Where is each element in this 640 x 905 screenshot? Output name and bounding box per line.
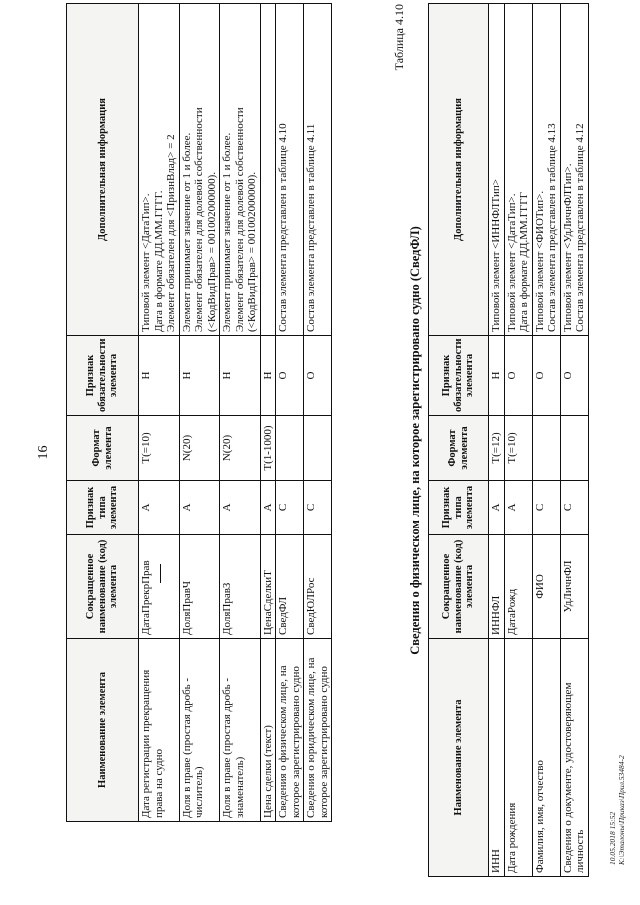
table-cell: Доля в праве (простая дробь - числитель): [179, 639, 220, 822]
table-row: [179, 4, 220, 822]
table-cell: О: [304, 336, 332, 416]
table-cell: [532, 416, 560, 481]
table-cell: Цена сделки (текст): [260, 639, 276, 822]
table-person-info: [428, 3, 589, 877]
table-cell: Типовой элемент <ФИОТип>. Состав элемента представлен в таблице 4.13: [532, 4, 560, 336]
table-cell: Доля в праве (простая дробь - знаменатель): [220, 639, 261, 822]
table-cell: T(1-1000): [260, 416, 276, 481]
header-cell: Формат элемента: [429, 416, 489, 481]
table-row: [560, 4, 588, 877]
table-cell: Н: [220, 336, 261, 416]
table-cell: N(20): [220, 416, 261, 481]
table-row: [260, 4, 276, 822]
table-cell: Фамилия, имя, отчество: [532, 639, 560, 877]
header-cell: Наименование элемента: [67, 639, 139, 822]
table-cell: Сведения о юридическом лице, на которое зарегистрировано судно: [304, 639, 332, 822]
margin-change-bar: [160, 564, 162, 583]
table-cell: Дата регистрации прекращения права на судно: [139, 639, 180, 822]
table-cell: ДатаРожд: [504, 535, 532, 639]
table-cell: ИННФЛ: [489, 535, 505, 639]
table-cell: T(=12): [489, 416, 505, 481]
table-cell: Типовой элемент <ИННФЛТип>: [489, 4, 505, 336]
table-label: Таблица 4.10: [392, 4, 406, 71]
header-cell: Дополнительная информация: [429, 4, 489, 336]
table-cell: [304, 416, 332, 481]
table-cell: А: [220, 481, 261, 535]
table-cell: Н: [139, 336, 180, 416]
table-cell: [560, 416, 588, 481]
table-cell: УдЛичнФЛ: [560, 535, 588, 639]
table-cell: Типовой элемент <ДатаТип>. Дата в формате ДД.ММ.ГГГГ: [504, 4, 532, 336]
table-cell: ДатаПрекрПрав: [139, 535, 180, 639]
table-cell: С: [276, 481, 304, 535]
footer-stamp: [608, 755, 626, 865]
table-cell: Элемент принимает значение от 1 и более. Элемент обязателен для долевой собственности (<КодВидПрав> = 001002000000).: [179, 4, 220, 336]
table-cell: ДоляПравЗ: [220, 535, 261, 639]
table-cell: С: [304, 481, 332, 535]
table-elements-continued: [66, 3, 332, 822]
table-row: [139, 4, 180, 822]
table-cell: Дата рождения: [504, 639, 532, 877]
table-cell: Элемент принимает значение от 1 и более. Элемент обязателен для долевой собственности (<КодВидПрав> = 001002000000).: [220, 4, 261, 336]
table-row: [304, 4, 332, 822]
table-cell: ЦенаСделкиТ: [260, 535, 276, 639]
header-cell: Дополнительная информация: [67, 4, 139, 336]
page-number: 16: [36, 445, 51, 460]
table-cell: С: [560, 481, 588, 535]
table-row: [220, 4, 261, 822]
table-row: [504, 4, 532, 877]
table-cell: Типовой элемент <ДатаТип>. Дата в формате ДД.ММ.ГГГГ. Элемент обязателен для <ПризнВлад> = 2: [139, 4, 180, 336]
table-cell: T(=10): [139, 416, 180, 481]
header-cell: Признак обязательности элемента: [67, 336, 139, 416]
table-cell: СведЮЛРос: [304, 535, 332, 639]
table-cell: ИНН: [489, 639, 505, 877]
header-cell: Сокращенное наименование (код) элемента: [429, 535, 489, 639]
table-body: [139, 4, 332, 822]
table-row: [276, 4, 304, 822]
table-row: [489, 4, 505, 877]
table-cell: Состав элемента представлен в таблице 4.11: [304, 4, 332, 336]
header-cell: Сокращенное наименование (код) элемента: [67, 535, 139, 639]
table-cell: А: [139, 481, 180, 535]
table-caption: Сведения о физическом лице, на которое зарегистрировано судно (СведФЛ): [408, 226, 422, 655]
table-cell: ДоляПравЧ: [179, 535, 220, 639]
table-cell: T(=10): [504, 416, 532, 481]
table-cell: А: [504, 481, 532, 535]
table-cell: Н: [489, 336, 505, 416]
table-cell: О: [276, 336, 304, 416]
table-cell: [260, 4, 276, 336]
table-cell: А: [260, 481, 276, 535]
table-cell: СведФЛ: [276, 535, 304, 639]
table-cell: Сведения о физическом лице, на которое зарегистрировано судно: [276, 639, 304, 822]
table-cell: Н: [179, 336, 220, 416]
header-cell: Признак типа элемента: [67, 481, 139, 535]
header-cell: Признак обязательности элемента: [429, 336, 489, 416]
header-cell: Формат элемента: [67, 416, 139, 481]
table-cell: О: [560, 336, 588, 416]
table-cell: О: [504, 336, 532, 416]
table-cell: Н: [260, 336, 276, 416]
table-cell: [276, 416, 304, 481]
table-body: [489, 4, 589, 877]
table-cell: N(20): [179, 416, 220, 481]
table-row: [532, 4, 560, 877]
header-cell: Наименование элемента: [429, 639, 489, 877]
table-cell: О: [532, 336, 560, 416]
footer-path: К:\Эталоны\Приказ\Прил.53484-2: [617, 755, 626, 865]
table-cell: ФИО: [532, 535, 560, 639]
table-cell: А: [489, 481, 505, 535]
table-cell: Сведения о документе, удостоверяющем личность: [560, 639, 588, 877]
table-cell: Типовой элемент <УдЛичнФЛТип>. Состав элемента представлен в таблице 4.12: [560, 4, 588, 336]
table-cell: Состав элемента представлен в таблице 4.10: [276, 4, 304, 336]
header-cell: Признак типа элемента: [429, 481, 489, 535]
table-cell: А: [179, 481, 220, 535]
table-cell: С: [532, 481, 560, 535]
footer-date: 10.05.2018 15:52: [608, 811, 617, 865]
